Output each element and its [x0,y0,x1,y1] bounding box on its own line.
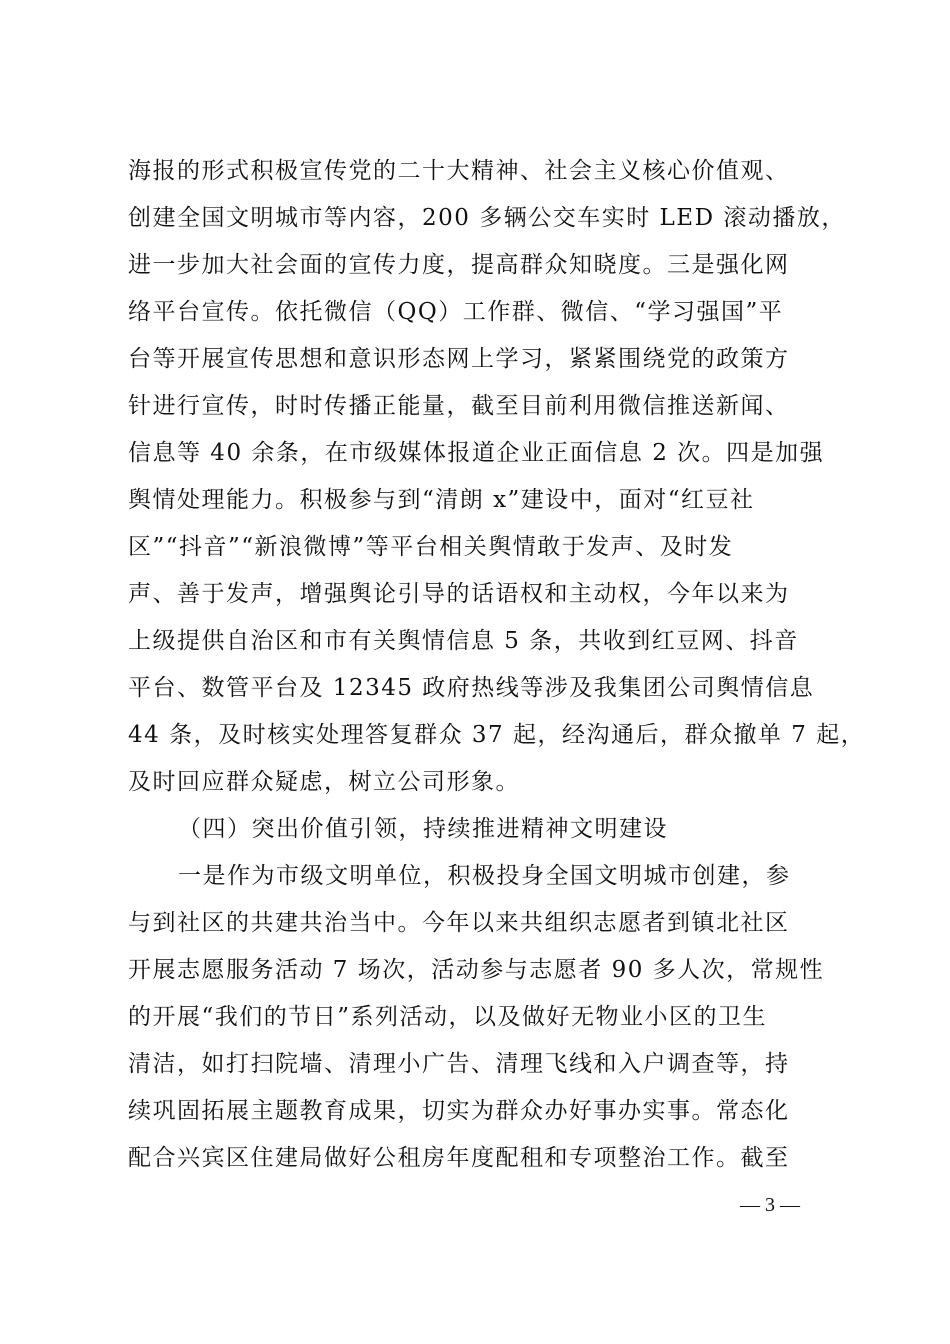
text-line: 一是作为市级文明单位，积极投身全国文明城市创建，参 [178,863,791,889]
text-line: 平台、数管平台及 12345 政府热线等涉及我集团公司舆情信息 [128,675,815,701]
text-line: 信息等 40 余条，在市级媒体报道企业正面信息 2 次。四是加强 [128,440,825,466]
text-line: 海报的形式积极宣传党的二十大精神、社会主义核心价值观、 [128,158,790,184]
text-line: 针进行宣传，时时传播正能量，截至目前利用微信推送新闻、 [128,393,790,419]
text-line: 络平台宣传。依托微信（QQ）工作群、微信、“学习强国”平 [128,299,784,325]
text-line: 续巩固拓展主题教育成果，切实为群众办好事办实事。常态化 [128,1098,790,1124]
text-line: 舆情处理能力。积极参与到“清朗 x”建设中，面对“红豆社 [128,487,755,513]
text-line: 上级提供自治区和市有关舆情信息 5 条，共收到红豆网、抖音 [128,628,799,654]
text-line: 进一步加大社会面的宣传力度，提高群众知晓度。三是强化网 [128,252,790,278]
text-line: 与到社区的共建共治当中。今年以来共组织志愿者到镇北社区 [128,910,790,936]
text-line: 清洁，如打扫院墙、清理小广告、清理飞线和入户调查等，持 [128,1051,790,1077]
text-line: 的开展“我们的节日”系列活动，以及做好无物业小区的卫生 [128,1004,768,1030]
text-line: 台等开展宣传思想和意识形态网上学习，紧紧围绕党的政策方 [128,346,790,372]
section-heading: （四）突出价值引领，持续推进精神文明建设 [178,816,668,842]
text-line: 配合兴宾区住建局做好公租房年度配租和专项整治工作。截至 [128,1145,790,1171]
text-line: 开展志愿服务活动 7 场次，活动参与志愿者 90 多人次，常规性 [128,957,825,983]
text-line: 44 条，及时核实处理答复群众 37 起，经沟通后，群众撤单 7 起， [128,722,866,748]
text-line: 区”“抖音”“新浪微博”等平台相关舆情敢于发声、及时发 [128,534,734,560]
text-line: 及时回应群众疑虑，树立公司形象。 [128,769,520,795]
text-line: 声、善于发声，增强舆论引导的话语权和主动权，今年以来为 [128,581,790,607]
text-line: 创建全国文明城市等内容，200 多辆公交车实时 LED 滚动播放， [128,205,846,231]
page-number: — 3 — [740,1194,800,1216]
document-body [128,148,866,1182]
